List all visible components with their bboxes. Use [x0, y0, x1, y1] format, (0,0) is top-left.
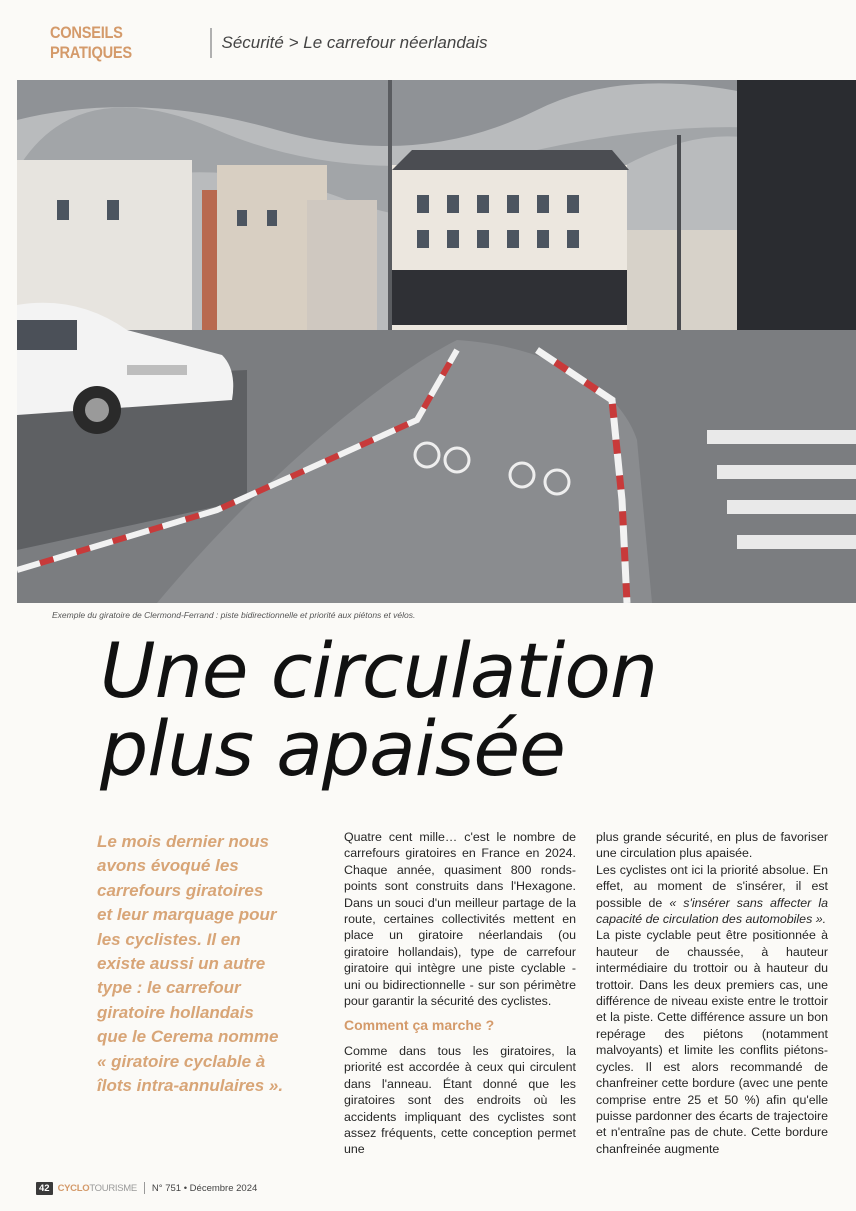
intro-line: et leur marquage pour: [97, 905, 277, 925]
title-line-1: Une circulation: [100, 626, 658, 715]
body-paragraph: La piste cyclable peut être positionnée à hauteur de chaussée, à hauteur intermédiaire du trottoir ou à hauteur du trottoir. Dans les deux premiers cas, une différence de niveau existe entre le trottoir et la piste. Cette différence assure un bon repérage des piétons (notamment malvoyants) et limite les conflits piétons-cycles. Il est alors recommandé de chanfreiner cette bordure (avec une pente comprise entre 25 et 50 %) afin qu'elle puisse pardonner des écarts de trajectoire et n'entraîne pas de chute. Cette bordure chanfreinée augmente: [596, 928, 828, 1156]
magazine-logo: [58, 1183, 137, 1194]
footer-divider: [144, 1182, 145, 1194]
intro-line: giratoire hollandais: [97, 1002, 254, 1022]
intro-line: « giratoire cyclable à: [97, 1051, 266, 1071]
magazine-name-b: TOURISME: [89, 1182, 137, 1194]
quote-text: « s'insérer sans affecter la capacité de circulation des automobiles ».: [596, 895, 828, 927]
page-footer: [36, 1180, 257, 1196]
intro-line: les cyclistes. Il en: [97, 929, 241, 949]
body-paragraph: [596, 862, 828, 928]
intro-line: carrefours giratoires: [97, 880, 264, 900]
intro-line: Le mois dernier nous: [97, 832, 269, 851]
page-number: 42: [36, 1182, 53, 1195]
body-paragraph: Comme dans tous les giratoires, la priorité est accordée à ceux qui circulent dans l'anneau. Étant donné que les giratoires sont des endroits où les accidents impliquant des cyclistes sont assez fréquents, cette conception permet une: [344, 1043, 576, 1157]
intro-line: îlots intra-annulaires ».: [97, 1076, 284, 1096]
photo-caption: Exemple du giratoire de Clermond-Ferrand : piste bidirectionnelle et priorité aux piétons et vélos.: [52, 610, 416, 620]
title-line-2: plus apaisée: [100, 704, 565, 793]
body-column-1: [344, 829, 576, 1158]
intro-line: que le Cerema nomme: [97, 1027, 279, 1047]
body-paragraph: Quatre cent mille… c'est le nombre de carrefours giratoires en France en 2024. Chaque année, quasiment 800 ronds-points sont construits dans l'Hexagone. Dans un souci d'un meilleur partage de la route, certaines collectivités mettent en place un giratoire néerlandais (ou giratoire hollandais), type de carrefour giratoire qui intègre une piste cyclable - uni ou bidirectionnelle - sur son périmètre pour garantir la sécurité des cyclistes.: [344, 830, 576, 1009]
page-header: [50, 23, 488, 62]
body-paragraph: plus grande sécurité, en plus de favoriser une circulation plus apaisée.: [596, 830, 828, 861]
intro-line: existe aussi un autre: [97, 954, 266, 974]
header-divider: [210, 28, 212, 58]
roundabout-photo: [17, 80, 856, 603]
section-rubric: CONSEILS PRATIQUES: [50, 23, 132, 62]
issue-info: N° 751 • Décembre 2024: [151, 1182, 258, 1194]
breadcrumb: Sécurité > Le carrefour néerlandais: [221, 33, 488, 52]
section-subheading: Comment ça marche ?: [344, 1017, 495, 1034]
body-text: Les cyclistes ont ici la priorité absolue. En effet, au moment de s'insérer, il est possible de: [596, 862, 828, 910]
body-column-2: [596, 829, 828, 1157]
intro-standfirst: [97, 830, 322, 1098]
magazine-name-a: CYCLO: [57, 1182, 90, 1194]
intro-line: avons évoqué les: [97, 856, 239, 876]
intro-line: type : le carrefour: [97, 978, 241, 998]
article-title: [100, 626, 820, 793]
